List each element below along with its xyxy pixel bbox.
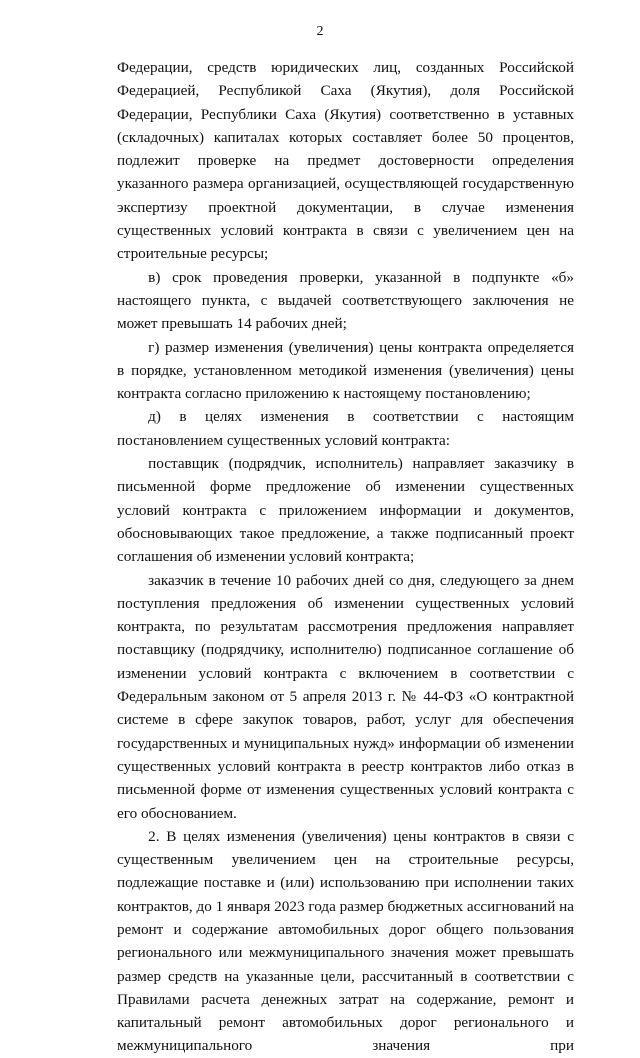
paragraph-customer: заказчик в течение 10 рабочих дней со дня, следующего за днем поступления предложения об изменении существенных условий контракта, по результатам рассмотрения предложения направляет поставщику (подрядчику, исполнителю) подписанное соглашение об изменении условий контракта с включением в соответствии с Федеральным законом от 5 апреля 2013 г. № 44-ФЗ «О контрактной системе в сфере закупок товаров, работ, услуг для обеспечения государственных и муниципальных нужд» информации об изменении существенных условий контракта в реестр контрактов либо отказ в письменной форме от изменения существенных условий контракта с его обоснованием. [117, 571, 574, 822]
document-body [117, 56, 574, 1058]
paragraph-continuation: Федерации, средств юридических лиц, созданных Российской Федерацией, Республикой Саха (Якутия), доля Российской Федерации, Республики Саха (Якутия) соответственно в уставных (складочных) капиталах которых составляет более 50 процентов, подлежит проверке на предмет достоверности определения указанного размера организацией, осуществляющей государственную экспертизу проектной документации, в случае изменения существенных условий контракта в связи с увеличением цен на строительные ресурсы; [117, 59, 574, 263]
paragraph-item-g: г) размер изменения (увеличения) цены контракта определяется в порядке, установленном методикой изменения (увеличения) цены контракта согласно приложению к настоящему постановлению; [117, 338, 574, 403]
paragraph-supplier: поставщик (подрядчик, исполнитель) направляет заказчику в письменной форме предложение об изменении существенных условий контракта с приложением информации и документов, обосновывающих такое предложение, а также подписанный проект соглашения об изменении условий контракта; [117, 455, 574, 566]
paragraph-item-2: 2. В целях изменения (увеличения) цены контрактов в связи с существенным увеличением цен на строительные ресурсы, подлежащие поставке и (или) использованию при исполнении таких контрактов, до 1 января 2023 года размер бюджетных ассигнований на ремонт и содержание автомобильных дорог общего пользования регионального или межмуниципального значения может превышать размер средств на указанные цели, рассчитанный в соответствии с Правилами расчета денежных затрат на содержание, ремонт и капитальный ремонт автомобильных дорог регионального и межмуниципального значения при [117, 827, 574, 1055]
paragraph-item-v: в) срок проведения проверки, указанной в подпункте «б» настоящего пункта, с выдачей соответствующего заключения не может превышать 14 рабочих дней; [117, 268, 574, 333]
page-number: 2 [316, 24, 324, 39]
paragraph-item-d: д) в целях изменения в соответствии с настоящим постановлением существенных условий контракта: [117, 408, 574, 449]
